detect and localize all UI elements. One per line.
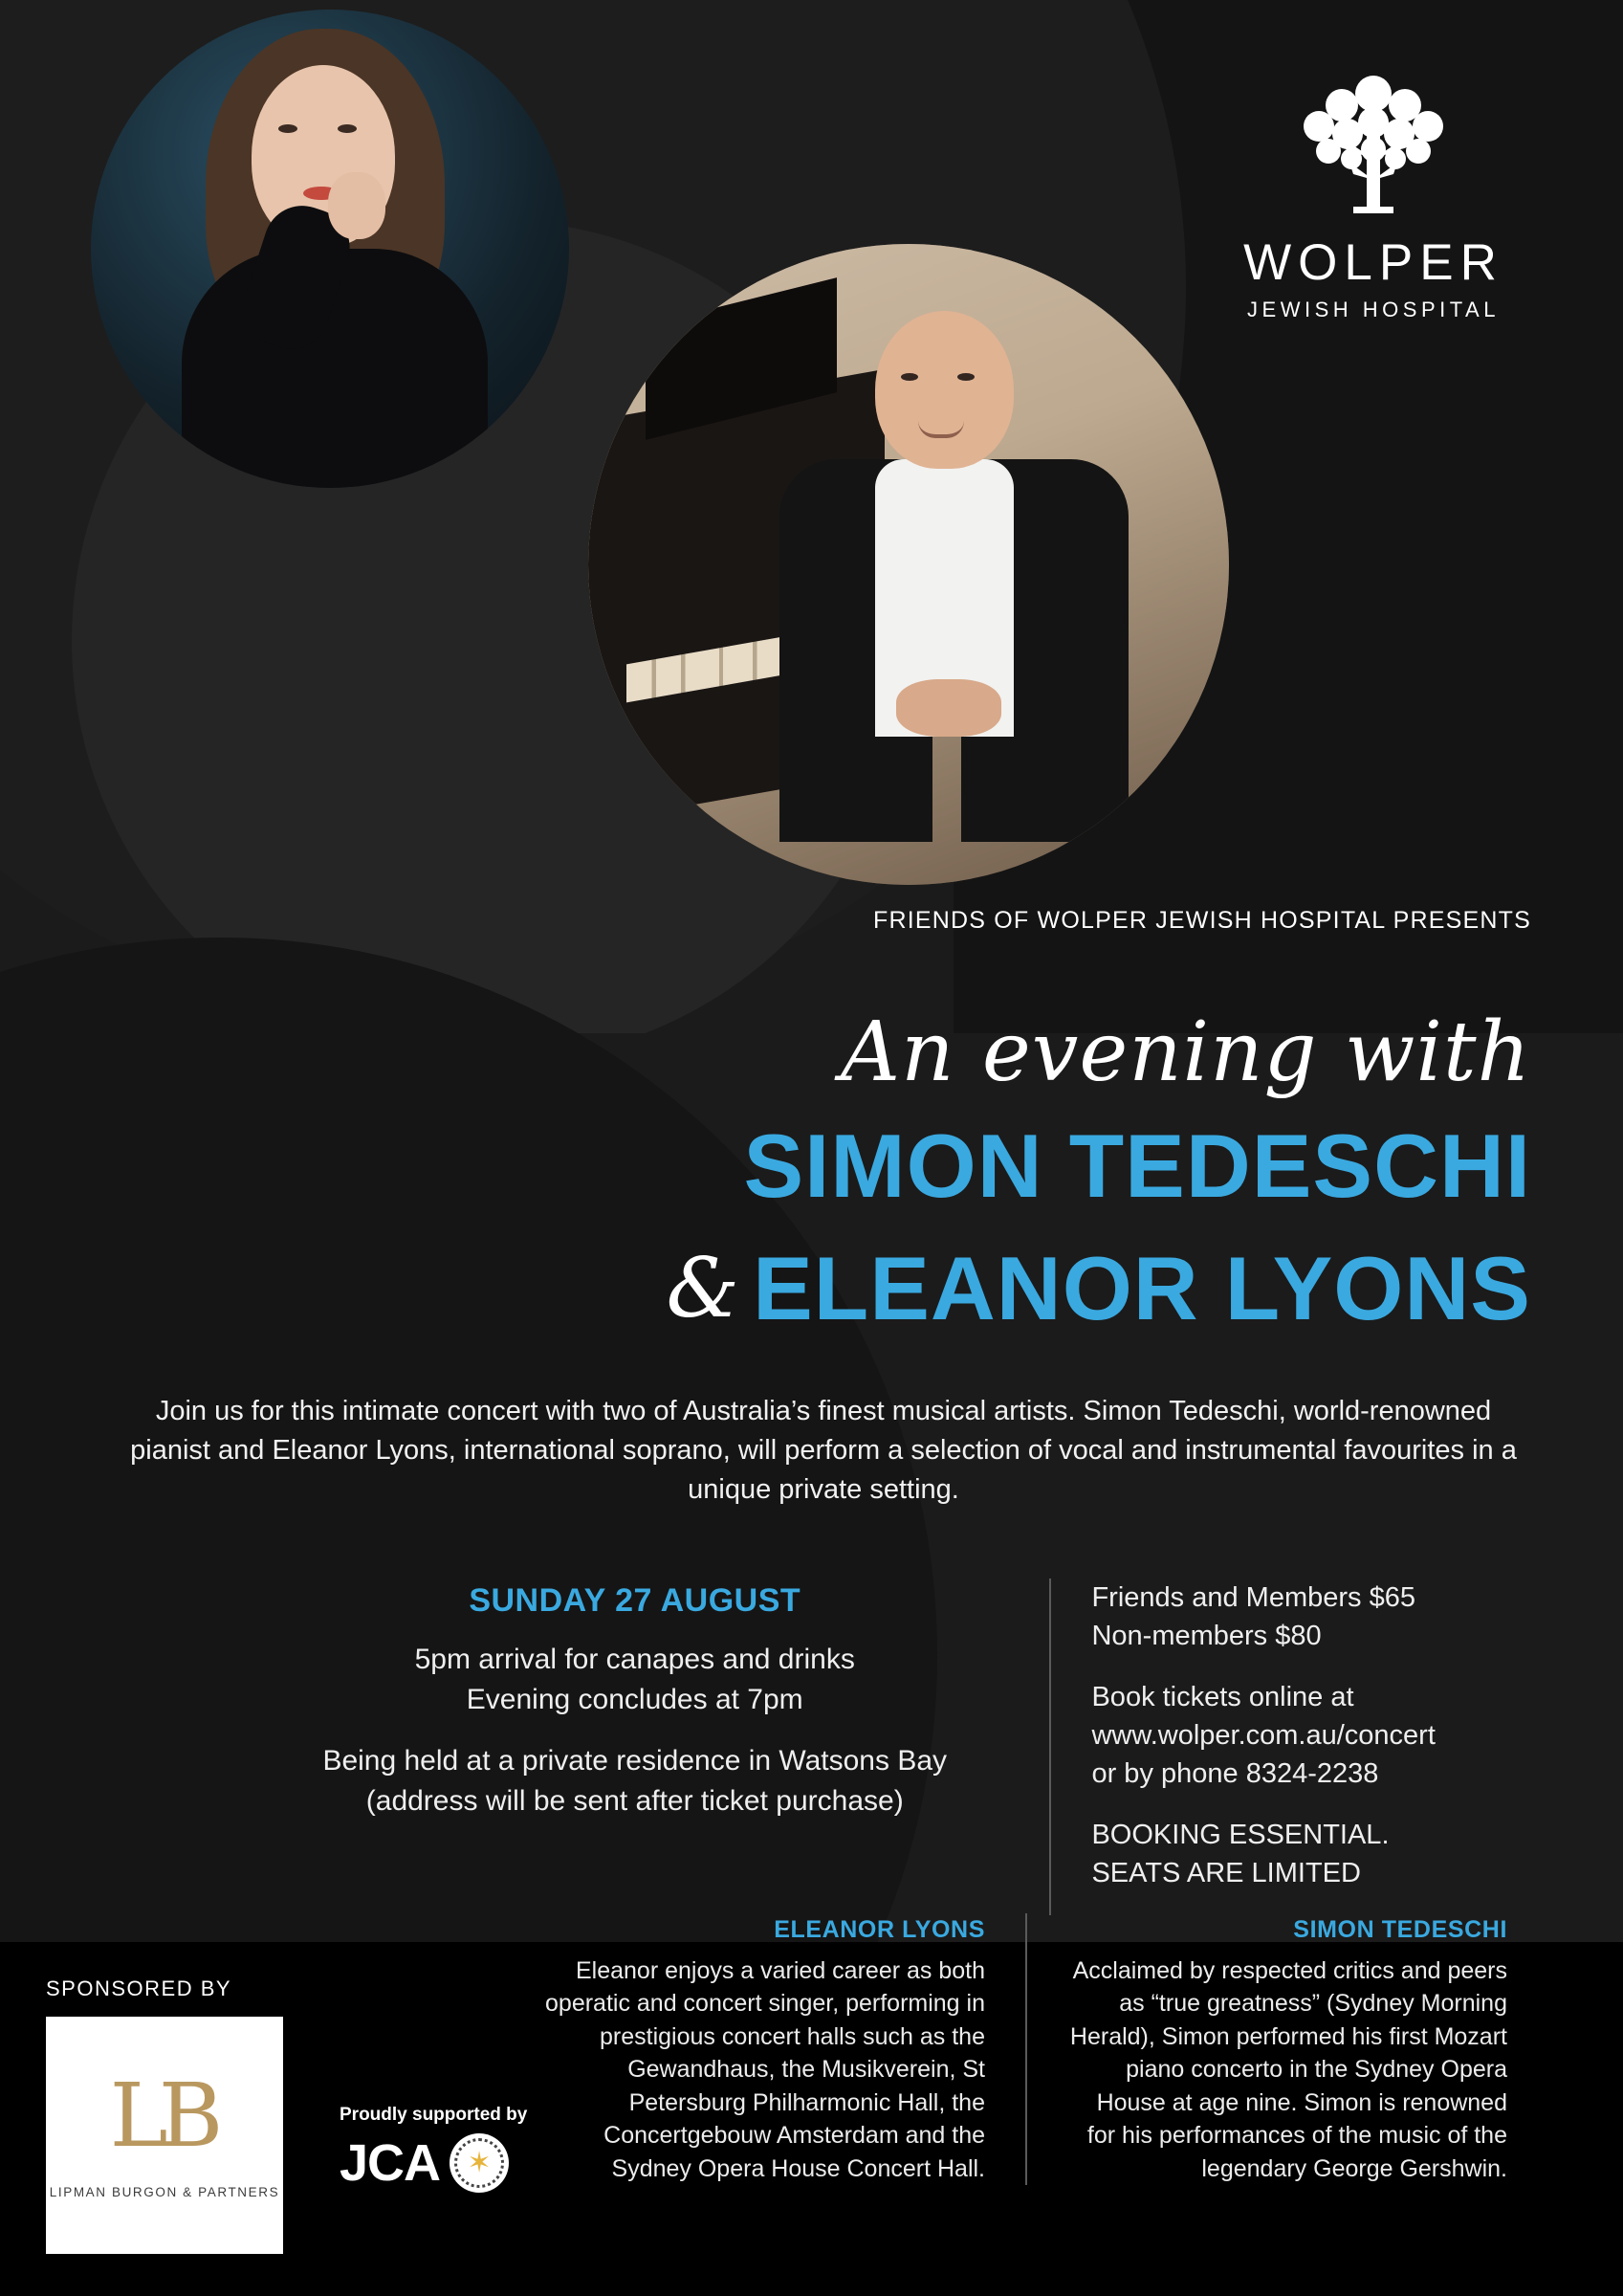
event-time-arrival: 5pm arrival for canapes and drinks xyxy=(414,1643,855,1675)
portrait-eye-right xyxy=(338,124,357,133)
lipman-monogram xyxy=(109,2064,220,2167)
portrait-hands xyxy=(896,679,1001,737)
presents-line: FRIENDS OF WOLPER JEWISH HOSPITAL PRESENTS xyxy=(873,907,1531,934)
portrait-eleanor-lyons xyxy=(91,10,569,488)
tree-icon xyxy=(1283,67,1464,220)
bio-eleanor-lyons xyxy=(536,1913,985,2185)
star-icon: ✶ xyxy=(467,2147,492,2179)
lipman-monogram-b: B xyxy=(158,2064,220,2167)
ampersand: & xyxy=(666,1241,740,1336)
jca-supported-label: Proudly supported by xyxy=(340,2105,528,2125)
sponsored-by-label: SPONSORED BY xyxy=(46,1976,232,2000)
event-venue-line: Being held at a private residence in Watsons Bay xyxy=(322,1744,948,1777)
booking-notice xyxy=(1091,1816,1530,1892)
sponsor-logo-lipman-burgon xyxy=(46,2017,283,2254)
portrait-hand xyxy=(328,172,385,239)
price-members: Friends and Members $65 xyxy=(1091,1582,1415,1613)
price-non-members: Non-members $80 xyxy=(1091,1621,1322,1652)
event-schedule xyxy=(258,1578,1051,1915)
event-details xyxy=(258,1578,1530,1915)
artist-name-secondary: ELEANOR LYONS xyxy=(753,1238,1531,1338)
portrait-head xyxy=(875,311,1014,469)
jca-logo-row xyxy=(340,2133,527,2193)
bio-name: SIMON TEDESCHI xyxy=(1293,1916,1507,1943)
logo-name: WOLPER xyxy=(1243,234,1503,291)
portrait-simon-tedeschi xyxy=(588,244,1229,885)
booking-phone: or by phone 8324-2238 xyxy=(1091,1758,1379,1790)
script-headline: An evening with xyxy=(841,1004,1531,1100)
booking-info xyxy=(1091,1678,1530,1793)
artist-name-secondary-row xyxy=(384,1238,1531,1338)
wolper-logo xyxy=(1216,67,1531,322)
sponsor-logo-jca xyxy=(340,2105,527,2193)
bio-simon-tedeschi xyxy=(1025,1913,1507,2185)
jca-badge-icon xyxy=(450,2133,509,2193)
booking-notice-line-1: BOOKING ESSENTIAL. xyxy=(1091,1820,1390,1851)
event-description: Join us for this intimate concert with two of Australia’s finest musical artists. Simon Tedeschi, world-renowned pianist and Eleanor Lyons, international soprano, will perform a selection of vocal and instrumental favourites in a unique private setting. xyxy=(130,1396,1517,1506)
event-times xyxy=(258,1640,1011,1720)
logo-subtitle: JEWISH HOSPITAL xyxy=(1247,298,1500,321)
lipman-name: LIPMAN BURGON & PARTNERS xyxy=(49,2184,280,2199)
bio-name: ELEANOR LYONS xyxy=(774,1916,985,1943)
event-venue xyxy=(258,1741,1011,1821)
event-time-end: Evening concludes at 7pm xyxy=(466,1683,803,1715)
booking-url[interactable]: www.wolper.com.au/concert xyxy=(1091,1720,1436,1752)
event-venue-note: (address will be sent after ticket purchase) xyxy=(365,1784,904,1817)
event-date: SUNDAY 27 AUGUST xyxy=(469,1582,801,1619)
ticket-prices xyxy=(1091,1578,1530,1655)
bio-text: Acclaimed by respected critics and peers as “true greatness” (Sydney Morning Herald), Simon performed his first Mozart piano concerto in the Sydney Opera House at age nine. Simon is renowned for his performances of the music of the legendary George Gershwin. xyxy=(1069,1956,1507,2182)
booking-notice-line-2: SEATS ARE LIMITED xyxy=(1091,1858,1361,1889)
lipman-monogram-l: L xyxy=(109,2064,164,2167)
bio-text: Eleanor enjoys a varied career as both operatic and concert singer, performing in prestigious concert halls such as the Gewandhaus, the Musikverein, St Petersburg Philharmonic Hall, the Concertgebouw Amsterdam and the Sydney Opera House Concert Hall. xyxy=(545,1956,985,2182)
ticket-info xyxy=(1051,1578,1530,1915)
booking-label: Book tickets online at xyxy=(1091,1682,1354,1713)
portrait-eye-left xyxy=(278,124,297,133)
portrait-eye-left xyxy=(901,373,918,381)
artist-bios xyxy=(536,1913,1530,2185)
jca-name: JCA xyxy=(340,2134,441,2192)
artist-name-primary: SIMON TEDESCHI xyxy=(743,1115,1531,1216)
portrait-eye-right xyxy=(957,373,975,381)
